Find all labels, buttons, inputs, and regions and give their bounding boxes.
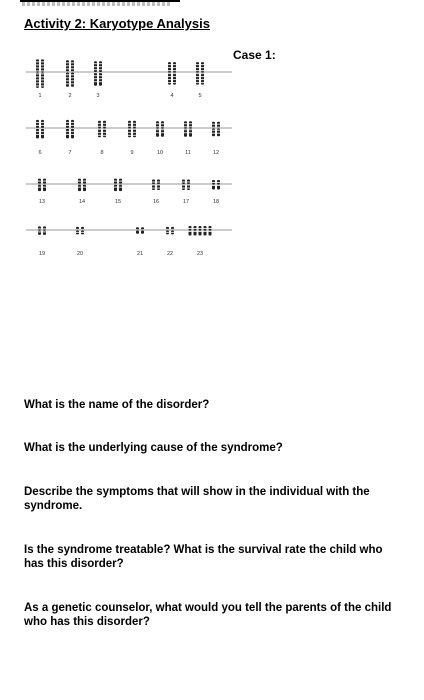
chromosome-number: 1 bbox=[38, 93, 42, 99]
chromosome-number: 6 bbox=[38, 150, 42, 156]
question-5: As a genetic counselor, what would you tell the parents of the child who has this disorder? bbox=[24, 602, 392, 628]
chromosome-pair bbox=[152, 180, 160, 191]
chromosome-pair bbox=[166, 227, 174, 235]
chromosome-pair bbox=[66, 60, 74, 87]
chromosome-number: 18 bbox=[212, 199, 220, 205]
chromosome-number: 7 bbox=[68, 150, 72, 156]
chromosome-number: 19 bbox=[38, 251, 46, 257]
chromosome-pair bbox=[189, 226, 212, 236]
chromosome-number: 12 bbox=[212, 150, 220, 156]
chromosome-pair bbox=[128, 121, 136, 138]
chromosome-pair bbox=[212, 122, 220, 137]
question-3: Describe the symptoms that will show in the individual with the syndrome. bbox=[24, 486, 370, 512]
chromosome-number: 15 bbox=[114, 199, 122, 205]
chromosome-number: 13 bbox=[38, 199, 46, 205]
chromosome-number: 17 bbox=[182, 199, 190, 205]
chromosome-pair bbox=[114, 179, 122, 192]
chromosome-pair bbox=[78, 179, 86, 192]
chromosome-number: 21 bbox=[136, 251, 144, 257]
chromosome-number: 5 bbox=[198, 93, 202, 99]
chromosome-number: 4 bbox=[170, 93, 174, 99]
chromosome-number: 16 bbox=[152, 199, 160, 205]
case-label: Case 1: bbox=[233, 48, 276, 62]
chromosome-number: 22 bbox=[166, 251, 174, 257]
chromosome-pair bbox=[36, 120, 44, 138]
page-title: Activity 2: Karyotype Analysis bbox=[24, 16, 210, 31]
chromosome-number: 14 bbox=[78, 199, 86, 205]
chromosome-number: 9 bbox=[130, 150, 134, 156]
chromosome-pair bbox=[184, 121, 192, 137]
chromosome-number: 10 bbox=[156, 150, 164, 156]
chromosome-pair bbox=[66, 120, 74, 138]
chromosome-number: 3 bbox=[96, 93, 100, 99]
chromosome-pair bbox=[36, 59, 44, 88]
chromosome-pair bbox=[168, 62, 176, 85]
chromosome-pair bbox=[38, 179, 46, 192]
chromosome-pair bbox=[156, 121, 164, 137]
chromosome-pair bbox=[98, 121, 106, 138]
question-1: What is the name of the disorder? bbox=[24, 399, 210, 411]
question-2: What is the underlying cause of the syndrome? bbox=[24, 442, 283, 454]
chromosome-number: 2 bbox=[68, 93, 72, 99]
chromosome-number: 11 bbox=[185, 150, 191, 156]
chromosome-pair bbox=[182, 180, 190, 191]
chromosome-pair bbox=[94, 61, 102, 85]
chromosome-pair bbox=[212, 180, 220, 190]
chromosome-pair bbox=[38, 226, 46, 235]
chromosome-pair bbox=[136, 227, 144, 234]
chromosome-pair bbox=[76, 227, 84, 235]
chromosome-pair bbox=[196, 62, 204, 85]
chromosome-number: 20 bbox=[76, 251, 84, 257]
karyotype-image bbox=[20, 50, 235, 265]
question-4: Is the syndrome treatable? What is the survival rate the child who has this disorder? bbox=[24, 544, 383, 570]
chromosome-number: 23 bbox=[196, 251, 204, 257]
chromosome-number: 8 bbox=[100, 150, 104, 156]
cropped-header-text bbox=[22, 2, 172, 6]
